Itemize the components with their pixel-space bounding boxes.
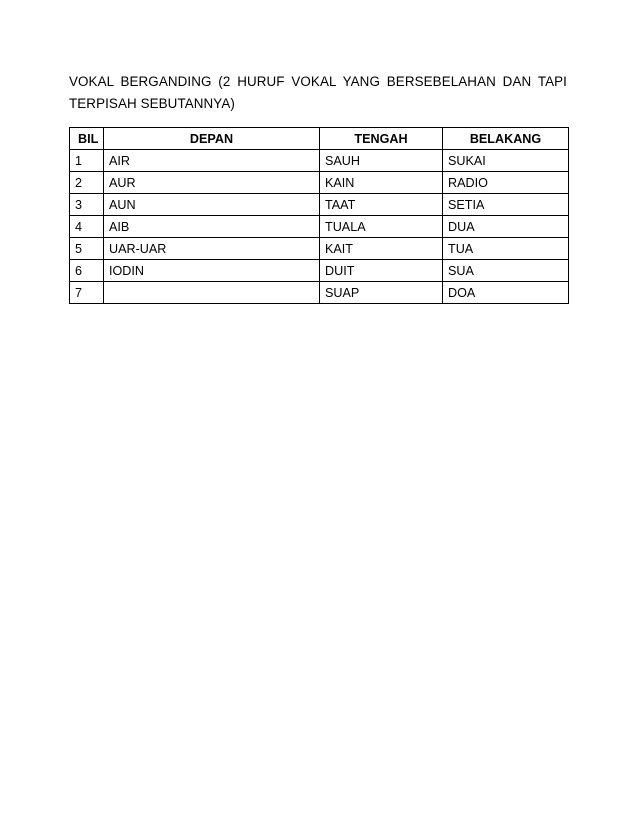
table-row <box>70 238 569 260</box>
cell-bil: 6 <box>70 260 104 282</box>
cell-tengah: SAUH <box>320 150 443 172</box>
cell-belakang: SUA <box>443 260 569 282</box>
cell-depan <box>104 282 320 304</box>
table-row <box>70 172 569 194</box>
cell-belakang: TUA <box>443 238 569 260</box>
vowel-pair-table <box>69 127 569 304</box>
cell-bil: 2 <box>70 172 104 194</box>
table-row <box>70 194 569 216</box>
header-tengah: TENGAH <box>320 128 443 150</box>
cell-tengah: TAAT <box>320 194 443 216</box>
table-row <box>70 282 569 304</box>
cell-depan: UAR-UAR <box>104 238 320 260</box>
cell-belakang: DUA <box>443 216 569 238</box>
cell-tengah: KAIN <box>320 172 443 194</box>
cell-depan: AIB <box>104 216 320 238</box>
heading-line-2: TERPISAH SEBUTANNYA) <box>69 96 235 111</box>
cell-tengah: SUAP <box>320 282 443 304</box>
cell-belakang: DOA <box>443 282 569 304</box>
table-row <box>70 216 569 238</box>
cell-depan: AIR <box>104 150 320 172</box>
cell-tengah: TUALA <box>320 216 443 238</box>
cell-bil: 1 <box>70 150 104 172</box>
heading-line-1: VOKAL BERGANDING (2 HURUF VOKAL YANG BERSEBELAHAN DAN TAPI <box>69 74 567 89</box>
cell-bil: 7 <box>70 282 104 304</box>
cell-bil: 3 <box>70 194 104 216</box>
header-bil: BIL <box>70 128 104 150</box>
document-heading <box>69 71 567 115</box>
cell-belakang: SETIA <box>443 194 569 216</box>
cell-belakang: RADIO <box>443 172 569 194</box>
cell-belakang: SUKAI <box>443 150 569 172</box>
cell-depan: AUN <box>104 194 320 216</box>
table-header-row <box>70 128 569 150</box>
cell-bil: 4 <box>70 216 104 238</box>
cell-depan: AUR <box>104 172 320 194</box>
header-depan: DEPAN <box>104 128 320 150</box>
table-row <box>70 260 569 282</box>
cell-tengah: DUIT <box>320 260 443 282</box>
cell-tengah: KAIT <box>320 238 443 260</box>
cell-bil: 5 <box>70 238 104 260</box>
cell-depan: IODIN <box>104 260 320 282</box>
header-belakang: BELAKANG <box>443 128 569 150</box>
table-row <box>70 150 569 172</box>
